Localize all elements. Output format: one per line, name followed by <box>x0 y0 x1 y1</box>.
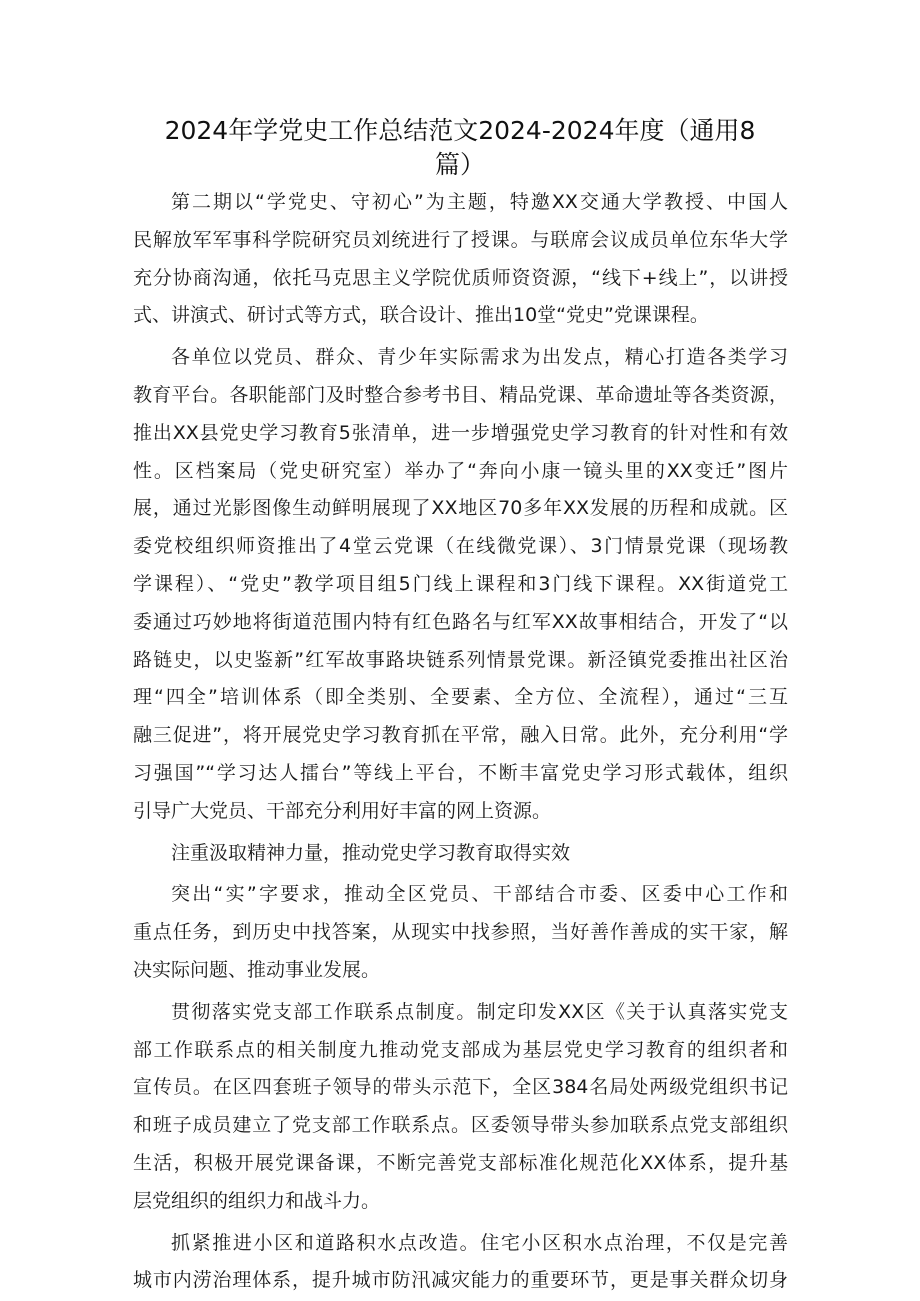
paragraph <box>133 835 788 873</box>
paragraph-line: 推出XX县党史学习教育5张清单，进一步增强党史学习教育的针对性和有效 <box>133 421 788 444</box>
paragraph-line: 抓紧推进小区和道路积水点改造。住宅小区积水点治理，不仅是完善 <box>171 1231 788 1254</box>
paragraph-line: 性。区档案局（党史研究室）举办了“奔向小康一镜头里的XX变迁”图片 <box>133 459 788 482</box>
paragraph-line: 第二期以“学党史、守初心”为主题，特邀XX交通大学教授、中国人 <box>171 191 788 213</box>
paragraph-line: 重点任务，到历史中找答案，从现实中找参照，当好善作善成的实干家，解 <box>133 921 788 944</box>
paragraph-line: 各单位以党员、群众、青少年实际需求为出发点，精心打造各类学习 <box>171 346 788 369</box>
paragraph-line: 教育平台。各职能部门及时整合参考书目、精品党课、革命遗址等各类资源， <box>133 383 788 406</box>
paragraph-line: 融三促进”，将开展党史学习教育抓在平常，融入日常。此外，充分利用“学 <box>133 724 788 747</box>
paragraph-line: 展，通过光影图像生动鲜明展现了XX地区70多年XX发展的历程和成就。区 <box>133 497 788 520</box>
paragraph-line: 层党组织的组织力和战斗力。 <box>133 1189 381 1212</box>
paragraph-line: 充分协商沟通，依托马克思主义学院优质师资资源，“线下+线上”，以讲授 <box>133 266 788 289</box>
paragraph-line: 城市内涝治理体系，提升城市防汛减灾能力的重要环节，更是事关群众切身 <box>133 1269 788 1292</box>
title-line: 2024年学党史工作总结范文2024-2024年度（通用8 <box>164 116 756 145</box>
paragraph-line: 贯彻落实党支部工作联系点制度。制定印发XX区《关于认真落实党支 <box>171 1000 788 1023</box>
paragraph-line: 委党校组织师资推出了4堂云党课（在线微党课）、3门情景党课（现场教 <box>133 535 788 558</box>
paragraph-line: 生活，积极开展党课备课，不断完善党支部标准化规范化XX体系，提升基 <box>133 1151 788 1174</box>
paragraph-line: 部工作联系点的相关制度九推动党支部成为基层党史学习教育的组织者和 <box>133 1038 788 1061</box>
paragraph-line: 突出“实”字要求，推动全区党员、干部结合市委、区委中心工作和 <box>171 883 788 906</box>
paragraph <box>133 1225 788 1301</box>
paragraph-line: 路链史，以史鉴新”红军故事路块链系列情景党课。新泾镇党委推出社区治 <box>133 648 788 671</box>
paragraph <box>133 184 788 335</box>
paragraph-line: 委通过巧妙地将街道范围内特有红色路名与红军XX故事相结合，开发了“以 <box>133 610 788 633</box>
paragraph-line: 习强国”“学习达人擂台”等线上平台，不断丰富党史学习形式载体，组织 <box>133 761 788 784</box>
paragraph <box>133 339 788 830</box>
paragraph <box>133 994 788 1221</box>
document-body <box>133 184 788 1300</box>
paragraph-line: 学课程）、“党史”教学项目组5门线上课程和3门线下课程。XX街道党工 <box>133 572 788 595</box>
paragraph-line: 决实际问题、推动事业发展。 <box>133 958 381 981</box>
paragraph-line: 宣传员。在区四套班子领导的带头示范下，全区384名局处两级党组织书记 <box>133 1076 788 1099</box>
document-title <box>150 114 770 182</box>
paragraph-line: 式、讲演式、研讨式等方式，联合设计、推出10堂“党史”党课课程。 <box>133 304 709 327</box>
paragraph-line: 注重汲取精神力量，推动党史学习教育取得实效 <box>171 841 571 864</box>
paragraph <box>133 876 788 989</box>
paragraph-line: 民解放军军事科学院研究员刘统进行了授课。与联席会议成员单位东华大学 <box>133 228 788 251</box>
paragraph-line: 理“四全”培训体系（即全类别、全要素、全方位、全流程），通过“三互 <box>133 686 788 709</box>
title-line: 篇） <box>434 150 485 179</box>
paragraph-line: 引导广大党员、干部充分利用好丰富的网上资源。 <box>133 799 552 822</box>
paragraph-line: 和班子成员建立了党支部工作联系点。区委领导带头参加联系点党支部组织 <box>133 1114 788 1137</box>
